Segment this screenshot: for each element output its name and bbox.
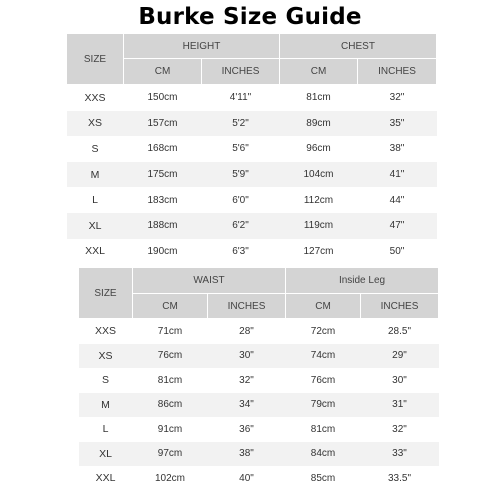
height-group-header: HEIGHT bbox=[124, 34, 280, 59]
table-row bbox=[67, 136, 437, 162]
table-cell-inches-2: 32" bbox=[358, 85, 437, 111]
table-cell-inches-1: 5'6" bbox=[202, 136, 280, 162]
table-cell-cm-1: 97cm bbox=[133, 442, 208, 467]
table-cell-cm-1: 157cm bbox=[124, 111, 202, 137]
table-cell-cm-2: 89cm bbox=[280, 111, 358, 137]
table-cell-cm-2: 72cm bbox=[286, 319, 361, 344]
chest-group-header: CHEST bbox=[280, 34, 437, 59]
height-inches-header: INCHES bbox=[202, 59, 280, 85]
table-cell-cm-2: 119cm bbox=[280, 213, 358, 239]
size-label: S bbox=[67, 136, 124, 162]
table-cell-inches-2: 32" bbox=[361, 417, 439, 442]
table-cell-cm-2: 74cm bbox=[286, 344, 361, 369]
waist-inches-header: INCHES bbox=[208, 294, 286, 319]
table-cell-inches-1: 6'3" bbox=[202, 239, 280, 265]
table-cell-cm-1: 91cm bbox=[133, 417, 208, 442]
table-row bbox=[79, 368, 439, 393]
size-label: XL bbox=[67, 213, 124, 239]
table-cell-cm-1: 183cm bbox=[124, 187, 202, 213]
table-cell-inches-2: 31" bbox=[361, 393, 439, 418]
table-cell-inches-1: 6'2" bbox=[202, 213, 280, 239]
table-cell-cm-2: 76cm bbox=[286, 368, 361, 393]
inside-leg-group-header: Inside Leg bbox=[286, 268, 439, 294]
waist-inside-leg-rows bbox=[79, 319, 439, 491]
size-label: XXS bbox=[79, 319, 133, 344]
table-cell-inches-1: 4'11" bbox=[202, 85, 280, 111]
table-cell-cm-1: 71cm bbox=[133, 319, 208, 344]
size-column-header: SIZE bbox=[79, 268, 133, 319]
size-label: XS bbox=[79, 344, 133, 369]
size-label: M bbox=[79, 393, 133, 418]
table-cell-inches-1: 30" bbox=[208, 344, 286, 369]
table-cell-inches-1: 5'9" bbox=[202, 162, 280, 188]
table-cell-inches-2: 44" bbox=[358, 187, 437, 213]
table-cell-inches-2: 28.5" bbox=[361, 319, 439, 344]
table-cell-inches-2: 50" bbox=[358, 239, 437, 265]
table-cell-cm-1: 76cm bbox=[133, 344, 208, 369]
table-row bbox=[67, 187, 437, 213]
size-label: XS bbox=[67, 111, 124, 137]
table-cell-cm-2: 112cm bbox=[280, 187, 358, 213]
table-cell-inches-2: 29" bbox=[361, 344, 439, 369]
table-cell-inches-2: 47" bbox=[358, 213, 437, 239]
waist-inside-leg-table bbox=[78, 267, 439, 491]
table-cell-cm-2: 79cm bbox=[286, 393, 361, 418]
chest-inches-header: INCHES bbox=[358, 59, 437, 85]
table-row bbox=[79, 319, 439, 344]
height-chest-table bbox=[66, 33, 437, 264]
size-label: XXL bbox=[79, 466, 133, 491]
table-cell-cm-1: 175cm bbox=[124, 162, 202, 188]
table-cell-inches-1: 40" bbox=[208, 466, 286, 491]
page-title: Burke Size Guide bbox=[138, 4, 362, 30]
chest-cm-header: CM bbox=[280, 59, 358, 85]
table-cell-inches-2: 38" bbox=[358, 136, 437, 162]
waist-cm-header: CM bbox=[133, 294, 208, 319]
table-cell-inches-2: 33.5" bbox=[361, 466, 439, 491]
table-cell-cm-1: 150cm bbox=[124, 85, 202, 111]
table-cell-inches-1: 6'0" bbox=[202, 187, 280, 213]
table-cell-inches-1: 32" bbox=[208, 368, 286, 393]
table-cell-cm-1: 188cm bbox=[124, 213, 202, 239]
table-cell-cm-2: 96cm bbox=[280, 136, 358, 162]
inside-leg-cm-header: CM bbox=[286, 294, 361, 319]
size-label: M bbox=[67, 162, 124, 188]
table-cell-inches-1: 38" bbox=[208, 442, 286, 467]
size-column-header: SIZE bbox=[67, 34, 124, 85]
table-row bbox=[67, 111, 437, 137]
waist-group-header: WAIST bbox=[133, 268, 286, 294]
table-row bbox=[67, 85, 437, 111]
table-cell-cm-2: 85cm bbox=[286, 466, 361, 491]
table-cell-cm-1: 102cm bbox=[133, 466, 208, 491]
table-cell-cm-2: 84cm bbox=[286, 442, 361, 467]
table-row bbox=[79, 417, 439, 442]
table-cell-cm-2: 104cm bbox=[280, 162, 358, 188]
size-label: S bbox=[79, 368, 133, 393]
table-cell-inches-1: 28" bbox=[208, 319, 286, 344]
table-row bbox=[79, 442, 439, 467]
table-cell-inches-2: 35" bbox=[358, 111, 437, 137]
table-cell-cm-1: 190cm bbox=[124, 239, 202, 265]
table-row bbox=[67, 213, 437, 239]
table-cell-inches-1: 34" bbox=[208, 393, 286, 418]
table-cell-cm-2: 127cm bbox=[280, 239, 358, 265]
height-chest-rows bbox=[67, 85, 437, 265]
height-cm-header: CM bbox=[124, 59, 202, 85]
table-cell-cm-2: 81cm bbox=[280, 85, 358, 111]
table-row bbox=[79, 344, 439, 369]
size-label: XXS bbox=[67, 85, 124, 111]
table-row bbox=[67, 162, 437, 188]
table-cell-cm-1: 168cm bbox=[124, 136, 202, 162]
inside-leg-inches-header: INCHES bbox=[361, 294, 439, 319]
table-row bbox=[79, 393, 439, 418]
table-cell-cm-1: 86cm bbox=[133, 393, 208, 418]
table-cell-inches-1: 36" bbox=[208, 417, 286, 442]
table-row bbox=[79, 466, 439, 491]
table-cell-cm-1: 81cm bbox=[133, 368, 208, 393]
table-row bbox=[67, 239, 437, 265]
table-cell-inches-2: 33" bbox=[361, 442, 439, 467]
size-label: L bbox=[67, 187, 124, 213]
size-label: XXL bbox=[67, 239, 124, 265]
table-cell-inches-2: 30" bbox=[361, 368, 439, 393]
table-cell-inches-1: 5'2" bbox=[202, 111, 280, 137]
size-label: XL bbox=[79, 442, 133, 467]
size-label: L bbox=[79, 417, 133, 442]
table-cell-cm-2: 81cm bbox=[286, 417, 361, 442]
table-cell-inches-2: 41" bbox=[358, 162, 437, 188]
